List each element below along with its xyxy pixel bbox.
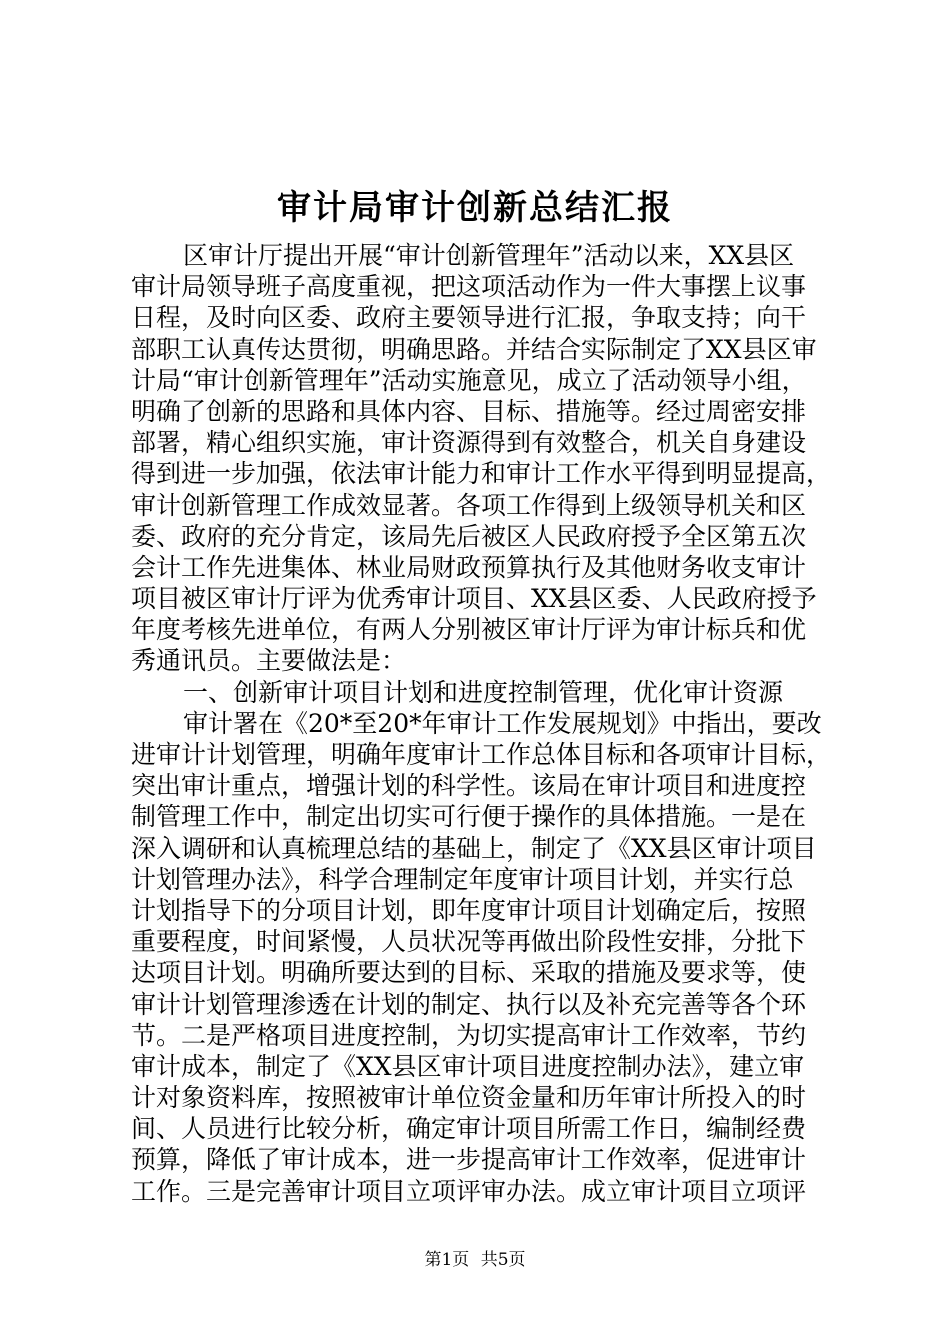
text-line: 审计署在《20*至20*年审计工作发展规划》中指出，要改 <box>183 708 822 738</box>
page-footer <box>0 1248 950 1272</box>
text-line: 制管理工作中，制定出切实可行便于操作的具体措施。一是在 <box>131 802 807 832</box>
page-number-total: 共5页 <box>480 1250 526 1270</box>
text-line: 深入调研和认真梳理总结的基础上，制定了《XX县区审计项目 <box>131 833 817 863</box>
text-line: 工作。三是完善审计项目立项评审办法。成立审计项目立项评 <box>131 1176 807 1206</box>
page-number-current: 第1页 <box>424 1250 470 1270</box>
text-line: 间、人员进行比较分析，确定审计项目所需工作日，编制经费 <box>131 1114 807 1144</box>
text-line: 进审计计划管理，明确年度审计工作总体目标和各项审计目标， <box>131 740 831 769</box>
text-line: 一、创新审计项目计划和进度控制管理，优化审计资源 <box>183 677 784 707</box>
text-line: 部署，精心组织实施，审计资源得到有效整合，机关自身建设 <box>131 428 807 458</box>
document-body <box>131 240 831 1207</box>
text-line: 计划指导下的分项目计划，即年度审计项目计划确定后，按照 <box>131 895 807 925</box>
text-line: 计对象资料库，按照被审计单位资金量和历年审计所投入的时 <box>131 1083 807 1113</box>
text-line: 会计工作先进集体、林业局财政预算执行及其他财务收支审计 <box>131 552 807 582</box>
text-line: 部职工认真传达贯彻，明确思路。并结合实际制定了XX县区审 <box>131 334 817 364</box>
text-line: 审计创新管理工作成效显著。各项工作得到上级领导机关和区 <box>131 490 807 520</box>
text-line: 明确了创新的思路和具体内容、目标、措施等。经过周密安排 <box>131 396 807 426</box>
text-line: 日程，及时向区委、政府主要领导进行汇报，争取支持；向干 <box>131 303 807 333</box>
text-line: 审计计划管理渗透在计划的制定、执行以及补充完善等各个环 <box>131 989 807 1019</box>
text-line: 突出审计重点，增强计划的科学性。该局在审计项目和进度控 <box>131 771 807 801</box>
text-line: 重要程度，时间紧慢，人员状况等再做出阶段性安排，分批下 <box>131 927 807 957</box>
text-line: 秀通讯员。主要做法是： <box>131 646 407 676</box>
text-line: 审计局领导班子高度重视，把这项活动作为一件大事摆上议事 <box>131 272 807 302</box>
text-line: 年度考核先进单位，有两人分别被区审计厅评为审计标兵和优 <box>131 615 807 645</box>
text-line: 项目被区审计厅评为优秀审计项目、XX县区委、人民政府授予 <box>131 584 817 614</box>
text-line: 达项目计划。明确所要达到的目标、采取的措施及要求等，使 <box>131 958 807 988</box>
text-line: 节。二是严格项目进度控制，为切实提高审计工作效率，节约 <box>131 1020 807 1050</box>
document-title: 审计局审计创新总结汇报 <box>277 188 673 228</box>
text-line: 计局“审计创新管理年”活动实施意见，成立了活动领导小组， <box>131 365 807 395</box>
text-line: 计划管理办法》，科学合理制定年度审计项目计划，并实行总 <box>131 864 794 894</box>
text-line: 区审计厅提出开展“审计创新管理年”活动以来，XX县区 <box>183 241 795 270</box>
text-line: 预算，降低了审计成本，进一步提高审计工作效率，促进审计 <box>131 1145 807 1175</box>
text-line: 审计成本，制定了《XX县区审计项目进度控制办法》，建立审 <box>131 1051 805 1081</box>
text-line: 委、政府的充分肯定，该局先后被区人民政府授予全区第五次 <box>131 521 807 551</box>
text-line: 得到进一步加强，依法审计能力和审计工作水平得到明显提高， <box>131 459 831 489</box>
